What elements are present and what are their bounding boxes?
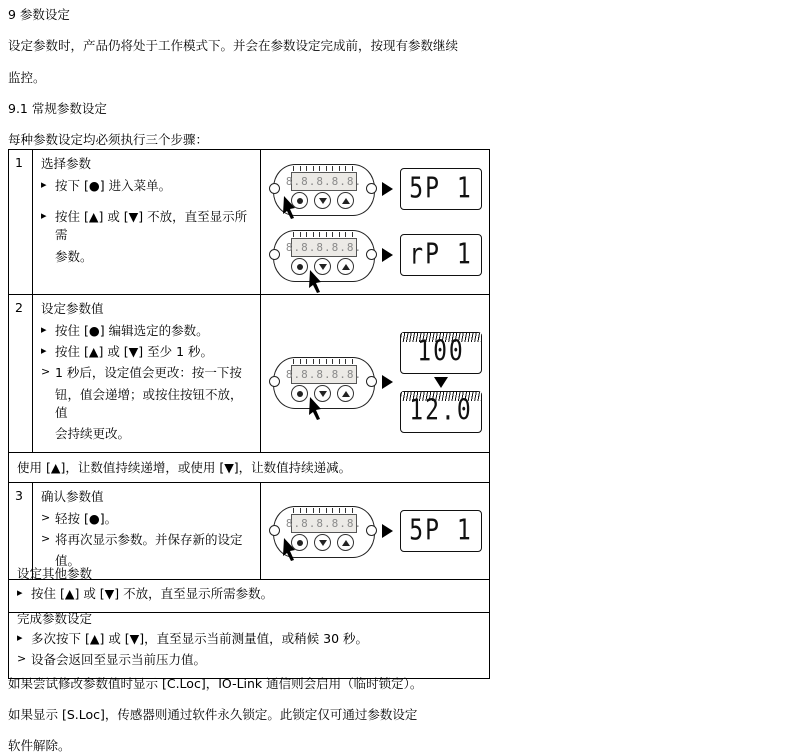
finish-parameters-block [8,604,490,679]
bullet-marker: ▸ [41,344,47,358]
table-row [9,453,489,483]
step-2-title: 设定参数值 [41,301,104,316]
device-display: 8.8.8.8.8. [291,238,357,257]
display-value: rP 1 [409,238,473,271]
bullet-text: 多次按下 [▲] 或 [▼]，直至显示当前测量值，或稍候 30 秒。 [31,631,369,646]
flow-arrow-down-icon [434,377,448,388]
bullet-marker: > [41,511,51,524]
enter-button[interactable] [291,258,308,275]
step-number: 3 [9,483,33,580]
step-2-line-4 [41,386,254,422]
finish-parameters-line-2 [17,651,483,669]
flow-arrow-icon [382,524,393,538]
result-display-before [400,332,482,374]
step-2-graphics [261,295,489,452]
step-2-line-5 [41,425,254,443]
bullet-text: 将再次显示参数。并保存新的设定 [55,532,243,548]
other-parameters-line-1 [17,585,483,603]
up-button[interactable] [337,534,354,551]
device-front [267,224,379,286]
bullet-text: 参数。 [55,248,93,264]
intro-line-1: 设定参数时，产品仍将处于工作模式下。并会在参数设定完成前，按现有参数继续 [8,38,459,53]
device-front [267,500,379,562]
step-2-line-3 [41,364,254,382]
device-illustration-1b [267,224,489,286]
step-2-text [33,295,261,452]
device-port-right [366,376,377,387]
hand-pointer-icon [281,194,301,218]
bullet-text: 会持续更改。 [55,425,131,441]
device-illustration-1a [267,158,489,220]
device-port-right [366,249,377,260]
step-number: 1 [9,150,33,294]
footer-line-3: 软件解除。 [8,738,71,753]
intro-line-2: 监控。 [8,70,46,85]
bullet-marker: > [17,652,27,666]
step-1-line-2 [41,208,254,244]
footer-line-1: 如果尝试修改参数值时显示 [C.Loc]，IO-Link 通信则会启用（临时锁定）。 [8,676,423,691]
device-front [267,351,379,413]
result-display-1 [400,168,482,210]
device-scale-ticks [293,359,353,364]
device-scale-ticks [293,508,353,513]
bullet-marker: ▸ [41,209,47,223]
other-parameters-title: 设定其他参数 [17,566,93,581]
bullet-marker: > [41,365,51,379]
down-button[interactable] [314,534,331,551]
display-value: 100 [417,336,465,369]
up-button[interactable] [337,258,354,275]
display-value: 12.0 [409,395,473,428]
device-display: 8.8.8.8.8. [291,365,357,384]
up-button[interactable] [337,192,354,209]
step-1-text [33,150,261,294]
step-3-title: 确认参数值 [41,488,104,504]
section-title: 9 参数设定 [8,7,70,22]
bullet-text: 设备会返回至显示当前压力值。 [31,652,207,668]
bullet-text: 1 秒后，设定值会更改：按一下按 [55,365,242,381]
step-2-note: 使用 [▲]，让数值持续递增，或使用 [▼]，让数值持续递减。 [17,459,352,475]
procedure-table [8,149,490,580]
display-value: 5P 1 [409,172,473,205]
hand-pointer-icon [307,268,327,292]
device-illustration-2 [267,332,482,433]
step-1-line-1 [41,177,254,195]
flow-arrow-icon [382,182,393,196]
bullet-text: 轻按 [●]。 [55,511,118,526]
bullet-text: 值。 [55,553,81,569]
result-display-3 [400,510,482,552]
bullet-marker: > [41,532,51,546]
step-3-line-2 [41,531,254,549]
result-display-after [400,391,482,433]
bullet-marker: ▸ [17,586,23,599]
step-2-line-2 [41,343,254,361]
step-2-line-1 [41,322,254,340]
device-port-left [269,183,280,194]
bullet-text: 按下 [●] 进入菜单。 [55,178,172,194]
finish-parameters-line-1 [17,630,483,648]
display-value: 5P 1 [409,514,473,547]
table-row [9,150,489,295]
device-port-left [269,249,280,260]
bullet-text: 按住 [▲] 或 [▼] 至少 1 秒。 [55,344,214,360]
step-1-graphics [261,150,489,294]
device-front [267,158,379,220]
device-display: 8.8.8.8.8. [291,514,357,533]
device-port-right [366,183,377,194]
down-button[interactable] [314,192,331,209]
subsection-intro: 每种参数设定均必须执行三个步骤： [8,132,209,147]
bullet-marker: ▸ [17,631,23,644]
device-display: 8.8.8.8.8. [291,172,357,191]
bullet-text: 钮，值会递增；或按住按钮不放，值 [55,386,243,420]
bullet-text: 按住 [▲] 或 [▼] 不放，直至显示所需参数。 [31,586,274,601]
bullet-marker: ▸ [41,178,47,192]
device-port-right [366,525,377,536]
step-number: 2 [9,295,33,452]
step-1-title: 选择参数 [41,156,92,171]
subsection-title: 9.1 常规参数设定 [8,101,107,116]
device-illustration-3 [267,500,482,562]
table-row [9,295,489,453]
bullet-marker: ▸ [41,323,47,337]
device-scale-ticks [293,232,353,237]
hand-pointer-icon [281,536,301,560]
hand-pointer-icon [307,395,327,419]
bullet-text: 按住 [●] 编辑选定的参数。 [55,323,209,339]
footer-line-2: 如果显示 [S.Loc]，传感器则通过软件永久锁定。此锁定仅可通过参数设定 [8,707,418,722]
device-scale-ticks [293,166,353,171]
flow-arrow-icon [382,248,393,262]
value-change-sequence [400,332,482,433]
step-1-line-3 [41,248,254,266]
step-3-line-1 [41,510,254,528]
finish-parameters-title: 完成参数设定 [17,611,93,626]
flow-arrow-icon [382,375,393,389]
bullet-text: 按住 [▲] 或 [▼] 不放，直至显示所需 [55,209,248,243]
result-display-2 [400,234,482,276]
